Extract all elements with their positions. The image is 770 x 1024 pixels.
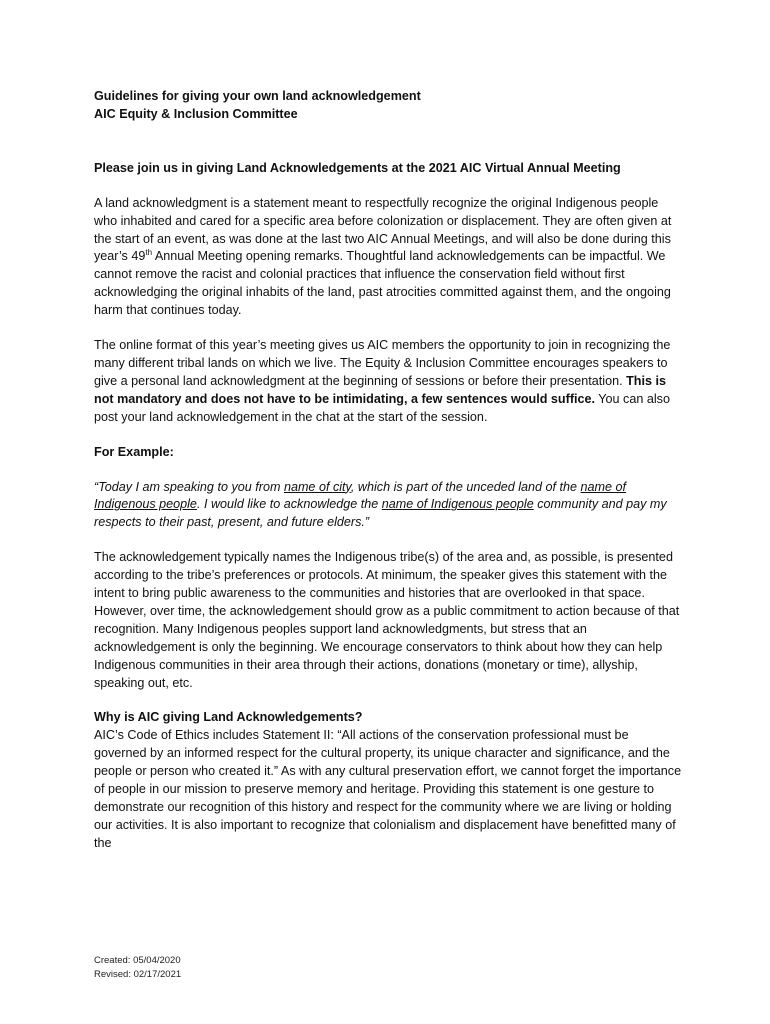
quote-text-3: . I would like to acknowledge the [196,497,382,512]
online-text-2: You can also post your land acknowledgement in the chat at the start of the session. [94,391,670,424]
created-date: Created: 05/04/2020 [94,955,181,966]
revised-date: Revised: 02/17/2021 [94,969,182,980]
not-mandatory-note: This is not mandatory and does not have to be intimidating, a few sentences would suffice. [94,373,666,406]
intro-text-2: Annual Meeting opening remarks. Thoughtful land acknowledgements can be impactful. We cannot remove the racist and colonial practices that influence the conservation field without first acknowledging the original inhabits of the land, past atrocities committed against them, and the ongoing harm that continues today. [94,249,671,318]
quote-text-2: , which is part of the unceded land of the [350,479,581,494]
online-format-paragraph [94,337,684,427]
intro-text-1: A land acknowledgment is a statement meant to respectfully recognize the original Indigenous people who inhabited and cared for a specific area before colonization or displacement. They are often given at the start of an event, as was done at the last two AIC Annual Meetings, and will also be done during this year’s 49 [94,195,672,264]
intro-paragraph [94,195,684,320]
title-block [94,88,684,124]
example-heading: For Example: [94,444,174,459]
quote-text-4: community and pay my respects to their past, present, and future elders.” [94,497,667,530]
document-title: Guidelines for giving your own land acknowledgement [94,89,421,103]
why-heading: Why is AIC giving Land Acknowledgements? [94,710,363,725]
placeholder-people-2: name of Indigenous people [381,497,534,512]
ordinal-suffix: th [145,248,153,258]
example-quote [94,479,684,533]
placeholder-people-1: name of Indigenous people [94,479,627,512]
why-paragraph: AIC’s Code of Ethics includes Statement II: “All actions of the conservation professional must be governed by an informed respect for the cultural property, its unique character and significance, and the people or person who created it.” As with any cultural preservation effort, we cannot forget the importance of people in our mission to preserve memory and heritage. Providing this statement is one gesture to demonstrate our recognition of this history and respect for the community where we are living or holding our activities. It is also important to recognize that colonialism and displacement have benefitted many of the [94,728,682,850]
document-page [94,88,684,853]
committee-name: AIC Equity & Inclusion Committee [94,106,298,121]
quote-text-1: “Today I am speaking to you from [94,479,284,494]
placeholder-city: name of city [283,479,351,494]
document-footer [94,954,181,982]
meeting-heading: Please join us in giving Land Acknowledgements at the 2021 AIC Virtual Annual Meeting [94,160,621,175]
typically-paragraph: The acknowledgement typically names the Indigenous tribe(s) of the area and, as possible, is presented according to the tribe’s preferences or protocols. At minimum, the speaker gives this statement with the intent to bring public awareness to the communities and histories that are overlooked in that space. However, over time, the acknowledgement should grow as a public commitment to action because of that recognition. Many Indigenous peoples support land acknowledgments, but stress that an acknowledgement is only the beginning. We encourage conservators to think about how they can help Indigenous communities in their area through their actions, donations (monetary or time), allyship, speaking out, etc. [94,550,680,690]
online-text-1: The online format of this year’s meeting gives us AIC members the opportunity to join in recognizing the many different tribal lands on which we live. The Equity & Inclusion Committee encourages speakers to give a personal land acknowledgment at the beginning of sessions or before their presentation. [94,338,671,388]
